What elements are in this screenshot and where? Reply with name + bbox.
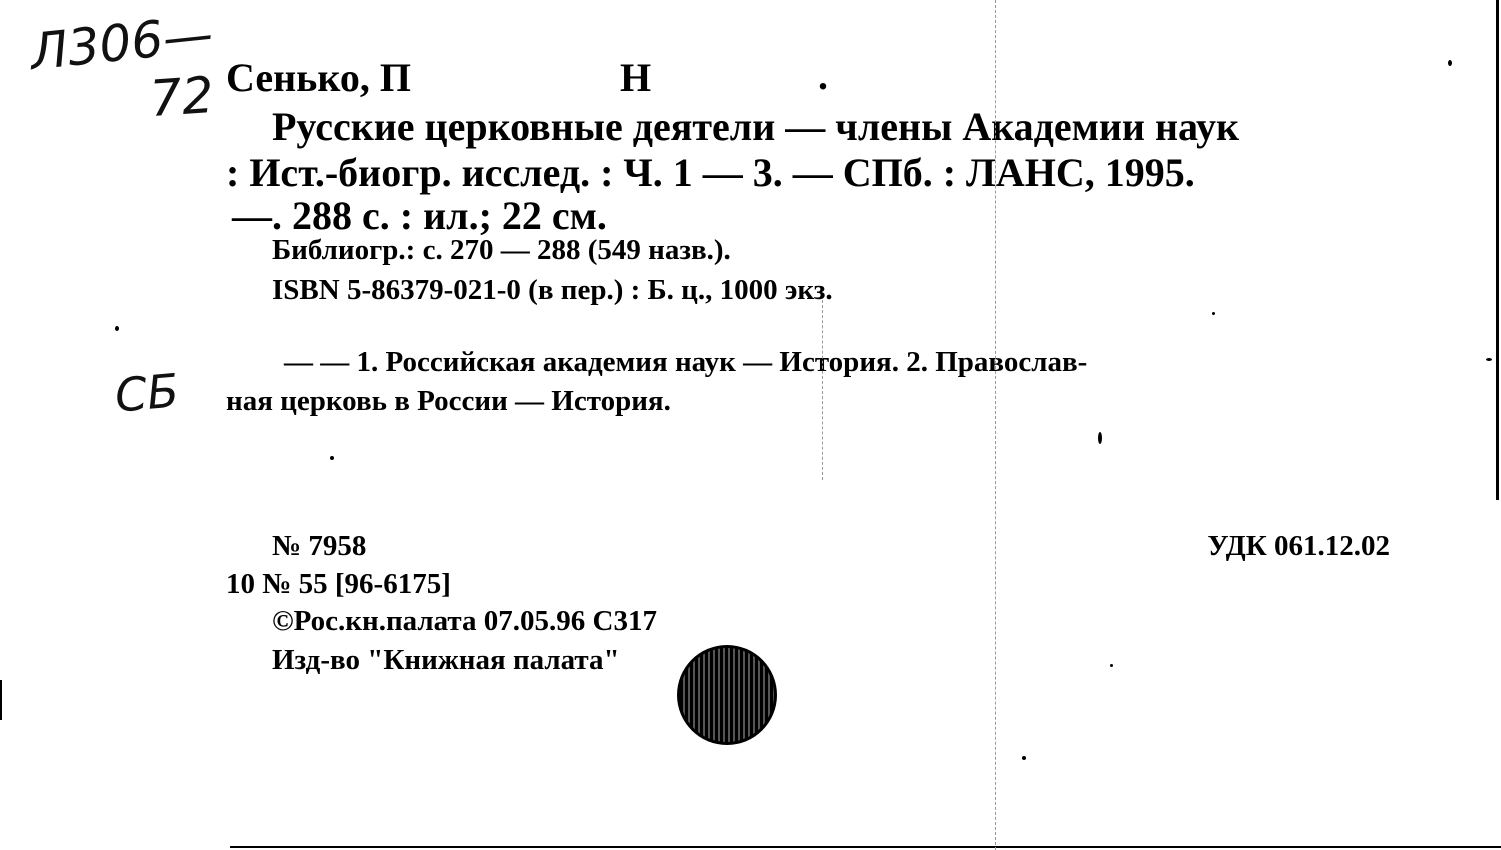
scan-speck (1212, 312, 1215, 315)
udk-code: УДК 061.12.02 (1207, 530, 1390, 562)
scan-speck (1448, 60, 1452, 66)
scan-speck (115, 326, 119, 331)
handwritten-shelfmark-bottom: 72 (148, 65, 216, 129)
scan-speck (330, 456, 334, 460)
copyright-line: ©Рос.кн.палата 07.05.96 С317 (272, 605, 657, 637)
scan-fold-line (822, 300, 824, 480)
handwritten-shelfmark-top: Л306— (27, 4, 216, 82)
title-line-3: —. 288 с. : ил.; 22 см. (232, 193, 607, 238)
isbn-line: ISBN 5-86379-021-0 (в пер.) : Б. ц., 1000 экз. (272, 274, 833, 306)
scan-speck (1110, 664, 1113, 667)
subjects-line-1: — — 1. Российская академия наук — История. 2. Православ- (284, 346, 1088, 378)
card-right-edge (1496, 0, 1499, 500)
author-dot: . (818, 53, 828, 98)
title-line-1: Русские церковные деятели — члены Академии наук (272, 104, 1240, 149)
handwritten-side-mark: СБ (112, 363, 181, 423)
bibliography-note: Библиогр.: с. 270 — 288 (549 назв.). (272, 234, 731, 266)
scan-speck (1022, 756, 1026, 760)
card-left-edge-mark (0, 680, 2, 720)
author-initial: Н (620, 55, 652, 100)
author-name: Сенько, П (226, 55, 411, 100)
scan-speck (1486, 358, 1492, 361)
scan-speck (1098, 432, 1102, 444)
subjects-line-2: ная церковь в России — История. (226, 385, 671, 417)
catalog-number: № 7958 (272, 530, 367, 562)
scan-fold-line (995, 0, 997, 850)
publisher-line: Изд-во "Книжная палата" (272, 644, 620, 676)
registration-line: 10 № 55 [96-6175] (226, 568, 451, 600)
card-bottom-edge (230, 846, 1501, 848)
title-line-2: : Ист.-биогр. исслед. : Ч. 1 — 3. — СПб. : ЛАНС, 1995. (226, 150, 1195, 195)
ink-stamp-blot (680, 648, 774, 742)
